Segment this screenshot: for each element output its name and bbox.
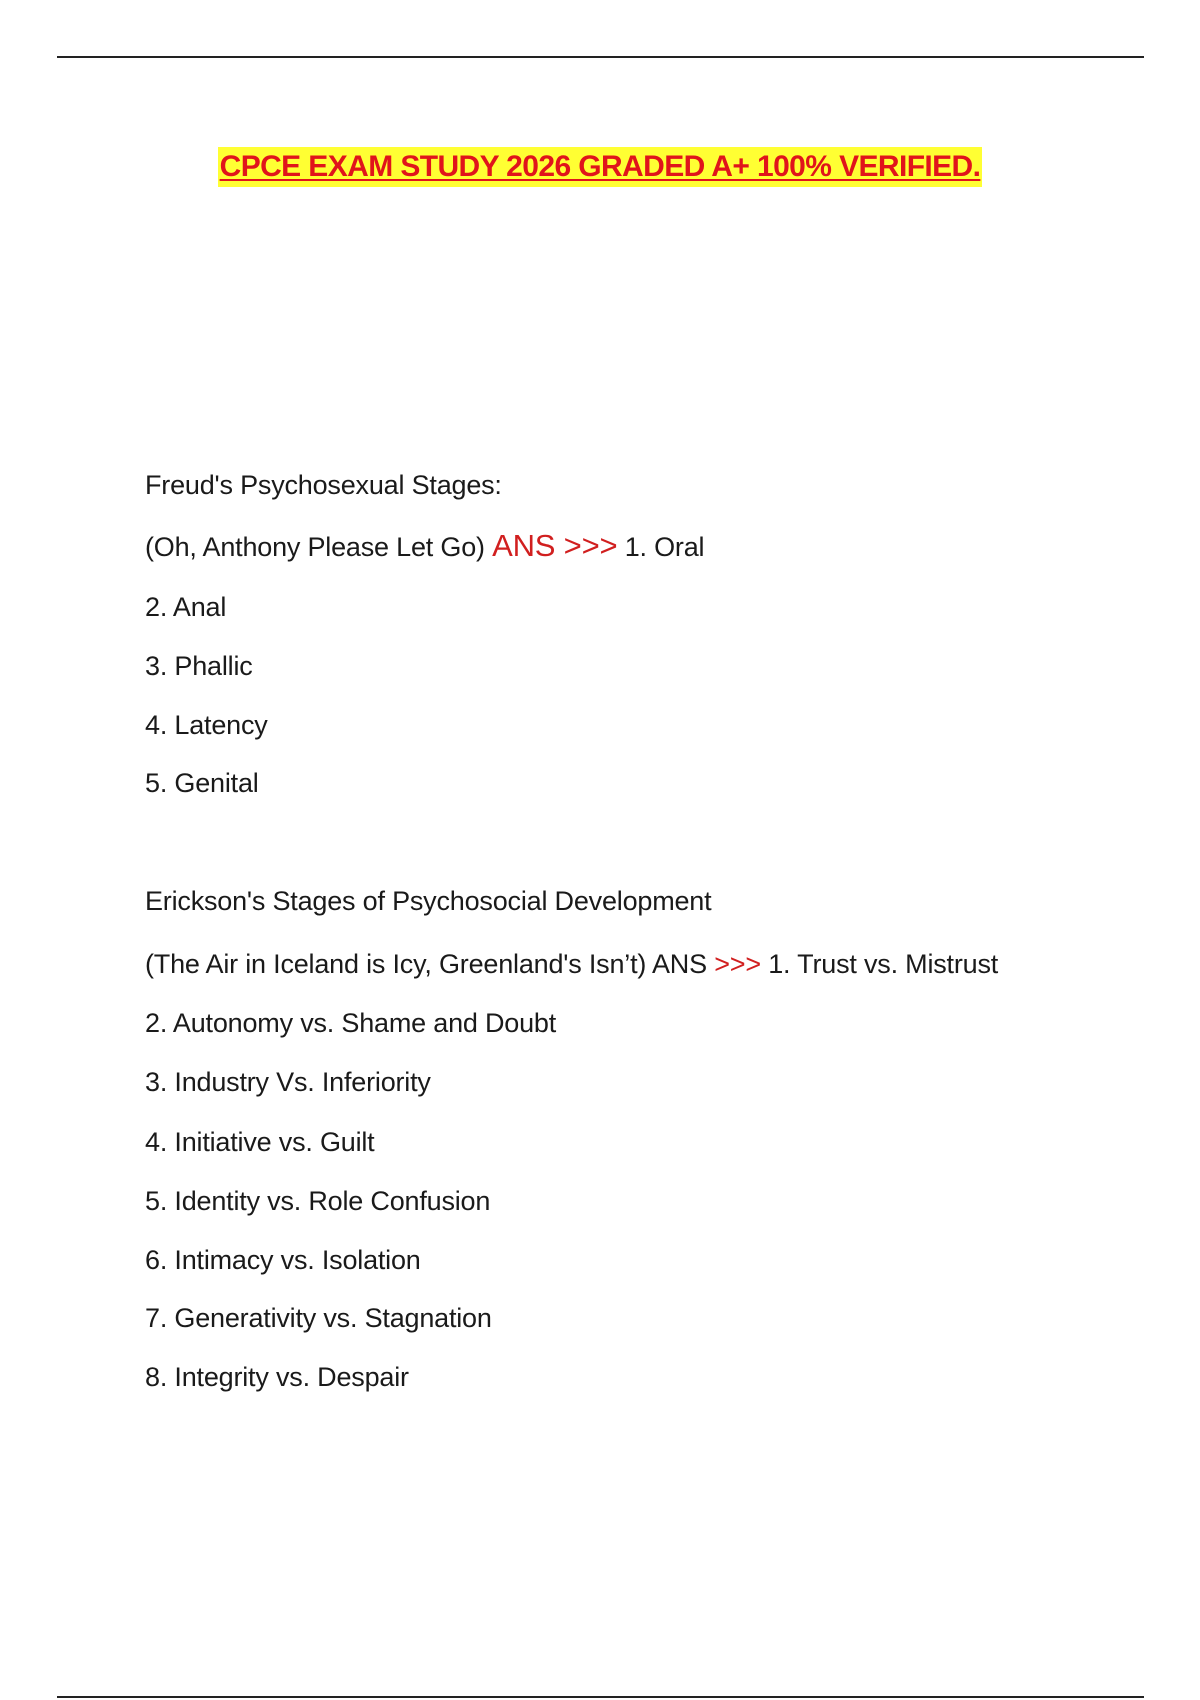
freud-item: 4. Latency [145,710,268,740]
erickson-item: 7. Generativity vs. Stagnation [145,1303,492,1333]
freud-question-line [145,529,704,564]
freud-item: 5. Genital [145,768,259,798]
erickson-answer-marker: >>> [714,949,761,979]
erickson-first-item: 1. Trust vs. Mistrust [768,949,999,979]
document-title: CPCE EXAM STUDY 2026 GRADED A+ 100% VERIFIED. [218,147,983,187]
erickson-item: 2. Autonomy vs. Shame and Doubt [145,1008,557,1038]
erickson-item: 8. Integrity vs. Despair [145,1362,409,1392]
freud-heading: Freud's Psychosexual Stages: [145,470,502,500]
freud-answer-marker: ANS >>> [492,528,618,563]
erickson-item: 6. Intimacy vs. Isolation [145,1245,421,1275]
footer-rule [57,1696,1144,1698]
erickson-heading: Erickson's Stages of Psychosocial Development [145,886,712,916]
freud-prompt: (Oh, Anthony Please Let Go) [145,532,485,562]
freud-item: 2. Anal [145,592,227,622]
header-rule [57,56,1144,58]
erickson-item: 3. Industry Vs. Inferiority [145,1067,431,1097]
erickson-item: 4. Initiative vs. Guilt [145,1127,375,1157]
title-container [0,147,1200,187]
erickson-question-line [145,947,998,981]
erickson-prompt: (The Air in Iceland is Icy, Greenland's Isn’t) ANS [145,949,707,979]
freud-first-item: 1. Oral [624,532,705,562]
erickson-item: 5. Identity vs. Role Confusion [145,1186,491,1216]
freud-item: 3. Phallic [145,651,253,681]
